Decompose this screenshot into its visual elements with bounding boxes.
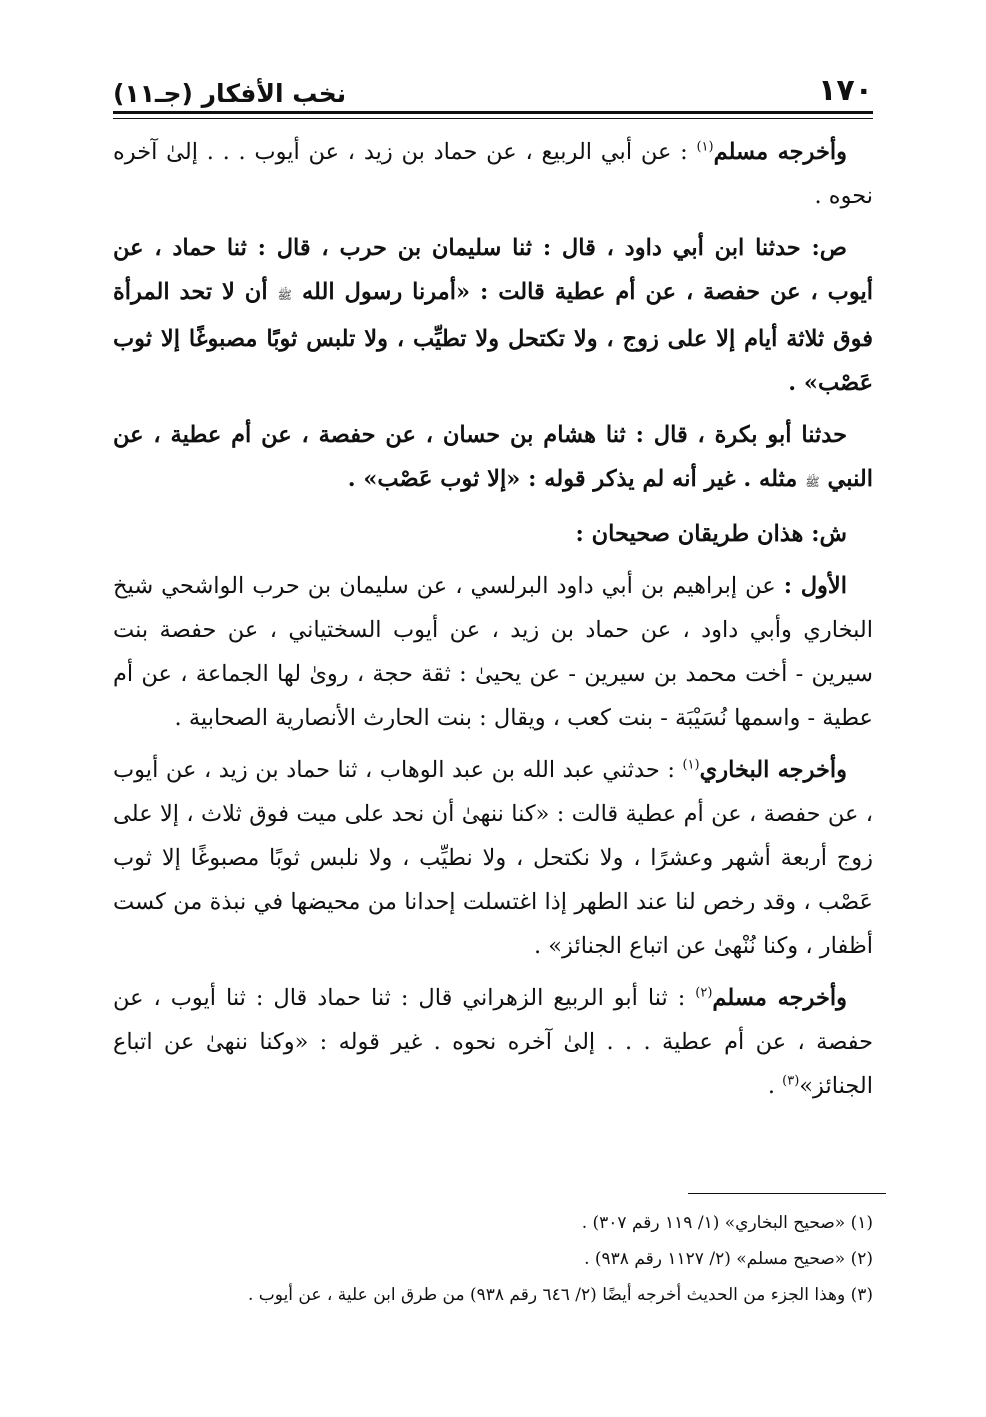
paragraph-text: : حدثني عبد الله بن عبد الوهاب ، ثنا حماد بن زيد ، عن أيوب ، عن حفصة ، عن أم عطية قالت : «كنا ننهىٰ أن نحد على ميت فوق ثلاث ، إلا على زوج أربعة أشهر وعشرًا ، ولا نكتحل ، ولا نطيِّب ، ولا نلبس ثوبًا مصبوغًا إلا ثوب عَصْب ، وقد رخص لنا عند الطهر إذا اغتسلت إحدانا من محيضها في نبذة من كست أظفار ، وكنا نُنْهىٰ عن اتباع الجنائز» . [113, 757, 873, 959]
footnote-ref: (٢) [695, 985, 713, 1001]
page-number: ١٧٠ [818, 73, 873, 108]
paragraph-text: : ثنا أبو الربيع الزهراني قال : ثنا حماد قال : ثنا أيوب ، عن حفصة ، عن أم عطية . . . إلىٰ آخره نحوه . غير قوله : «وكنا ننهىٰ عن اتباع الجنائز» [113, 985, 873, 1099]
header-rule-thin [113, 118, 873, 119]
paragraph-lead: ص: [811, 235, 847, 261]
footnotes [113, 1206, 873, 1314]
book-title: نخب الأفكار (جـ١١) [113, 79, 347, 108]
footnote-3: (٣) وهذا الجزء من الحديث أخرجه أيضًا (٢/ ٦٤٦ رقم ٩٣٨) من طرق ابن علية ، عن أيوب . [247, 1285, 873, 1305]
paragraph-lead: الأول : [783, 573, 848, 599]
paragraph-hadith-text [113, 226, 873, 405]
paragraph-text: حدثنا أبو بكرة ، قال : ثنا هشام بن حسان ، عن حفصة ، عن أم عطية ، عن النبي [113, 422, 873, 492]
footnote-1: (١) «صحيح البخاري» (١/ ١١٩ رقم ٣٠٧) . [581, 1213, 873, 1233]
honorific-symbol: ﷺ [277, 288, 293, 302]
paragraph-text: عن إبراهيم بن أبي داود البرلسي ، عن سليمان بن حرب الواشحي شيخ البخاري وأبي داود ، عن حماد بن زيد ، عن أيوب السختياني ، عن حفصة بنت سيرين - أخت محمد بن سيرين - عن يحيىٰ : ثقة حجة ، روىٰ لها الجماعة ، عن أم عطية - واسمها نُسَيْبَة - بنت كعب ، ويقال : بنت الحارث الأنصارية الصحابية . [113, 573, 873, 731]
footnote-ref: (١) [696, 139, 714, 155]
paragraph-muslim-2 [113, 976, 873, 1108]
paragraph-first-chain [113, 564, 873, 740]
honorific-symbol: ﷺ [805, 475, 820, 489]
body-text [113, 130, 873, 1116]
paragraph-bukhari [113, 748, 873, 968]
footnote-ref: (١) [682, 757, 700, 773]
paragraph-text: . [767, 1073, 775, 1099]
paragraph-text: مثله . غير أنه لم يذكر قوله : «إلا ثوب عَصْب» . [347, 466, 798, 492]
paragraph-abu-bakra [113, 413, 873, 504]
paragraph-text: أن لا تحد المرأة فوق ثلاثة أيام إلا على زوج ، ولا تكتحل ولا تطيِّب ، ولا تلبس ثوبًا مصبوغًا إلا ثوب عَصْب» . [113, 279, 873, 396]
footnote-ref: (٣) [782, 1073, 800, 1089]
header-rule-thick [113, 111, 873, 114]
paragraph-muslim-1 [113, 130, 873, 218]
paragraph-lead: وأخرجه البخاري [699, 757, 848, 783]
paragraph-lead: وأخرجه مسلم [712, 985, 847, 1011]
paragraph-lead: وأخرجه مسلم [713, 139, 847, 165]
paragraph-text: : عن أبي الربيع ، عن حماد بن زيد ، عن أيوب . . . إلىٰ آخره نحوه . [113, 139, 873, 209]
footnote-separator [688, 1193, 886, 1194]
footnote-2: (٢) «صحيح مسلم» (٢/ ١١٢٧ رقم ٩٣٨) . [584, 1249, 873, 1269]
paragraph-text: حدثنا ابن أبي داود ، قال : ثنا سليمان بن حرب ، قال : ثنا حماد ، عن أيوب ، عن حفصة ، عن أم عطية قالت : «أمرنا رسول الله [113, 235, 873, 305]
paragraph-commentary-heading: ش: هذان طريقان صحيحان : [575, 521, 847, 547]
page-header [113, 66, 873, 106]
